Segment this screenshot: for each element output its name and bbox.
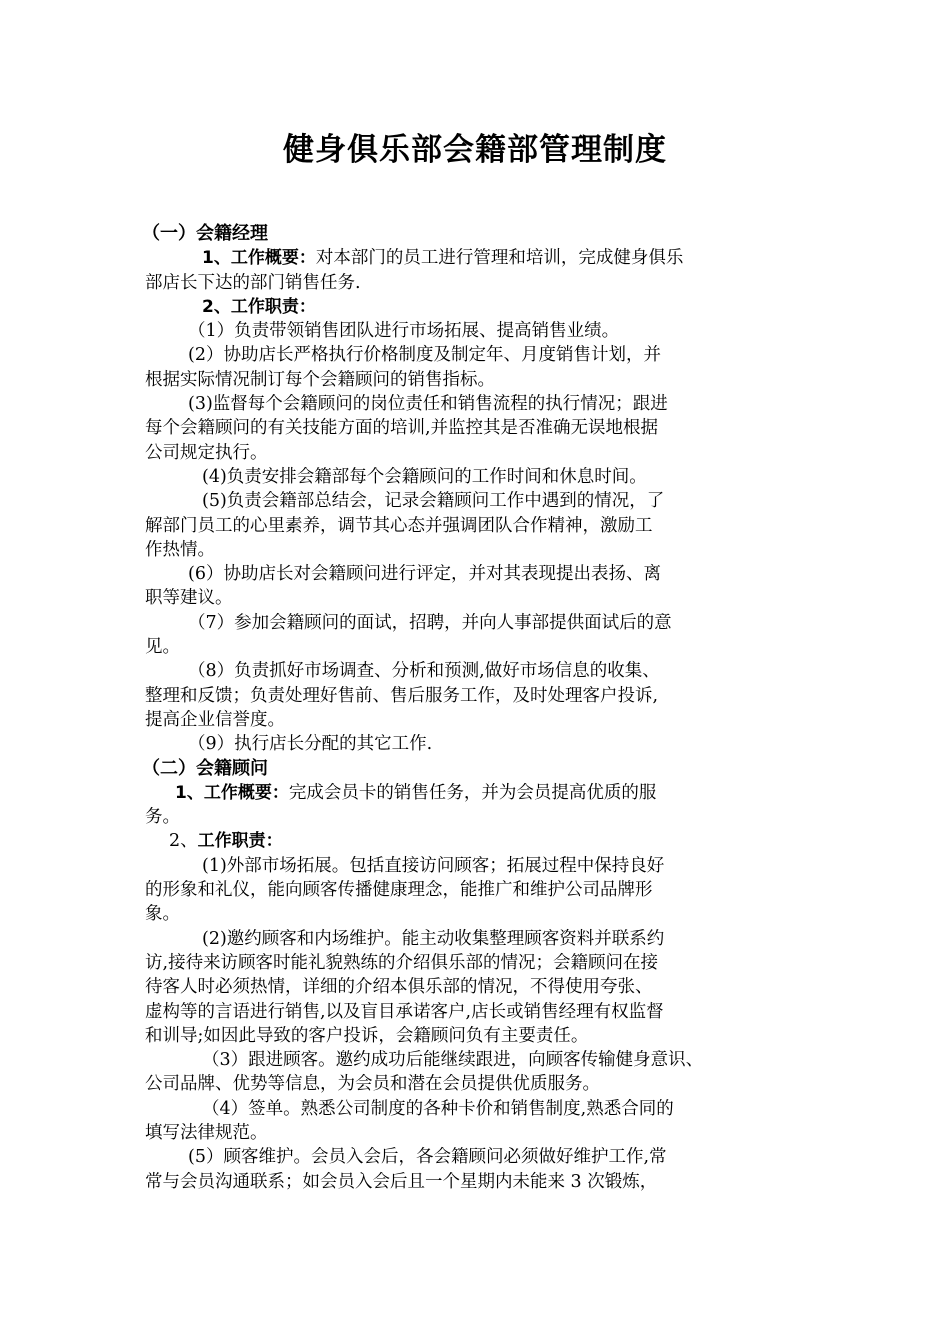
paragraph-line: 职等建议。 — [145, 588, 233, 609]
item-heading: 工作职责： — [197, 831, 283, 852]
paragraph-line: 访,接待来访顾客时能礼貌熟练的介绍俱乐部的情况；会籍顾问在接 — [145, 952, 659, 973]
paragraph-line: 务。 — [145, 807, 180, 828]
paragraph-line: (1)外部市场拓展。包括直接访问顾客；拓展过程中保持良好 — [202, 855, 665, 876]
paragraph-line: 见。 — [145, 637, 180, 658]
item-number: 2、 — [169, 831, 198, 852]
paragraph-line: （8）负责抓好市场调查、分析和预测,做好市场信息的收集、 — [188, 661, 660, 682]
paragraph-line: (2)邀约顾客和内场维护。能主动收集整理顾客资料并联系约 — [202, 928, 665, 949]
paragraph-line: 部店长下达的部门销售任务. — [145, 272, 361, 293]
paragraph-line — [145, 829, 810, 853]
paragraph-line: 常与会员沟通联系；如会员入会后且一个星期内未能来 3 次锻炼， — [145, 1171, 658, 1192]
paragraph-line: （4）签单。熟悉公司制度的各种卡价和销售制度,熟悉合同的 — [202, 1098, 674, 1119]
paragraph-line: 虚构等的言语进行销售,以及盲目承诺客户,店长或销售经理有权监督 — [145, 1001, 664, 1022]
paragraph-line: （3）跟进顾客。邀约成功后能继续跟进，向顾客传输健身意识、 — [202, 1050, 704, 1071]
paragraph-line: (2）协助店长严格执行价格制度及制定年、月度销售计划，并 — [188, 345, 661, 366]
paragraph-line: (5）顾客维护。会员入会后，各会籍顾问必须做好维护工作,常 — [188, 1147, 667, 1168]
paragraph-line: 公司品牌、优势等信息，为会员和潜在会员提供优质服务。 — [145, 1074, 600, 1095]
paragraph-line: (6）协助店长对会籍顾问进行评定，并对其表现提出表扬、离 — [188, 564, 661, 585]
paragraph-line: 象。 — [145, 904, 180, 925]
item-text: 对本部门的员工进行管理和培训，完成健身俱乐 — [315, 248, 684, 269]
item-heading: 1、工作概要： — [202, 248, 316, 269]
paragraph-line: 根据实际情况制订每个会籍顾问的销售指标。 — [145, 369, 495, 390]
paragraph-line: 作热情。 — [145, 539, 215, 560]
section-heading: （一）会籍经理 — [142, 223, 268, 244]
item-text: 完成会员卡的销售任务，并为会员提高优质的服 — [288, 782, 657, 803]
paragraph-line: 填写法律规范。 — [145, 1122, 268, 1143]
page-title: 健身俱乐部会籍部管理制度 — [283, 132, 667, 168]
paragraph-line: 的形象和礼仪，能向顾客传播健康理念，能推广和维护公司品牌形 — [145, 880, 653, 901]
paragraph-line: 每个会籍顾问的有关技能方面的培训,并监控其是否准确无误地根据 — [145, 418, 659, 439]
paragraph-line — [145, 246, 810, 270]
paragraph-line: (4)负责安排会籍部每个会籍顾问的工作时间和休息时间。 — [202, 466, 647, 487]
document-body — [142, 222, 810, 1194]
paragraph-line: 整理和反馈；负责处理好售前、售后服务工作，及时处理客户投诉, — [145, 685, 659, 706]
paragraph-line: （1）负责带领销售团队进行市场拓展、提高销售业绩。 — [188, 321, 620, 342]
paragraph-line: (5)负责会籍部总结会，记录会籍顾问工作中遇到的情况，了 — [202, 491, 665, 512]
paragraph-line: （9）执行店长分配的其它工作. — [188, 734, 433, 755]
paragraph-line: 和训导;如因此导致的客户投诉，会籍顾问负有主要责任。 — [145, 1025, 589, 1046]
item-heading: 1、工作概要： — [175, 782, 289, 803]
paragraph-line: (3)监督每个会籍顾问的岗位责任和销售流程的执行情况；跟进 — [188, 394, 668, 415]
paragraph-line: 待客人时必须热情，详细的介绍本俱乐部的情况，不得使用夸张、 — [145, 977, 653, 998]
paragraph-line: 公司规定执行。 — [145, 442, 268, 463]
section-heading: （二）会籍顾问 — [142, 757, 268, 779]
paragraph-line — [145, 781, 810, 805]
item-heading: 2、工作职责： — [202, 296, 316, 317]
paragraph-line: 解部门员工的心里素养，调节其心态并强调团队合作精神，激励工 — [145, 515, 653, 536]
paragraph-line: 提高企业信誉度。 — [145, 709, 285, 730]
paragraph-line: （7）参加会籍顾问的面试，招聘，并向人事部提供面试后的意 — [188, 612, 672, 633]
